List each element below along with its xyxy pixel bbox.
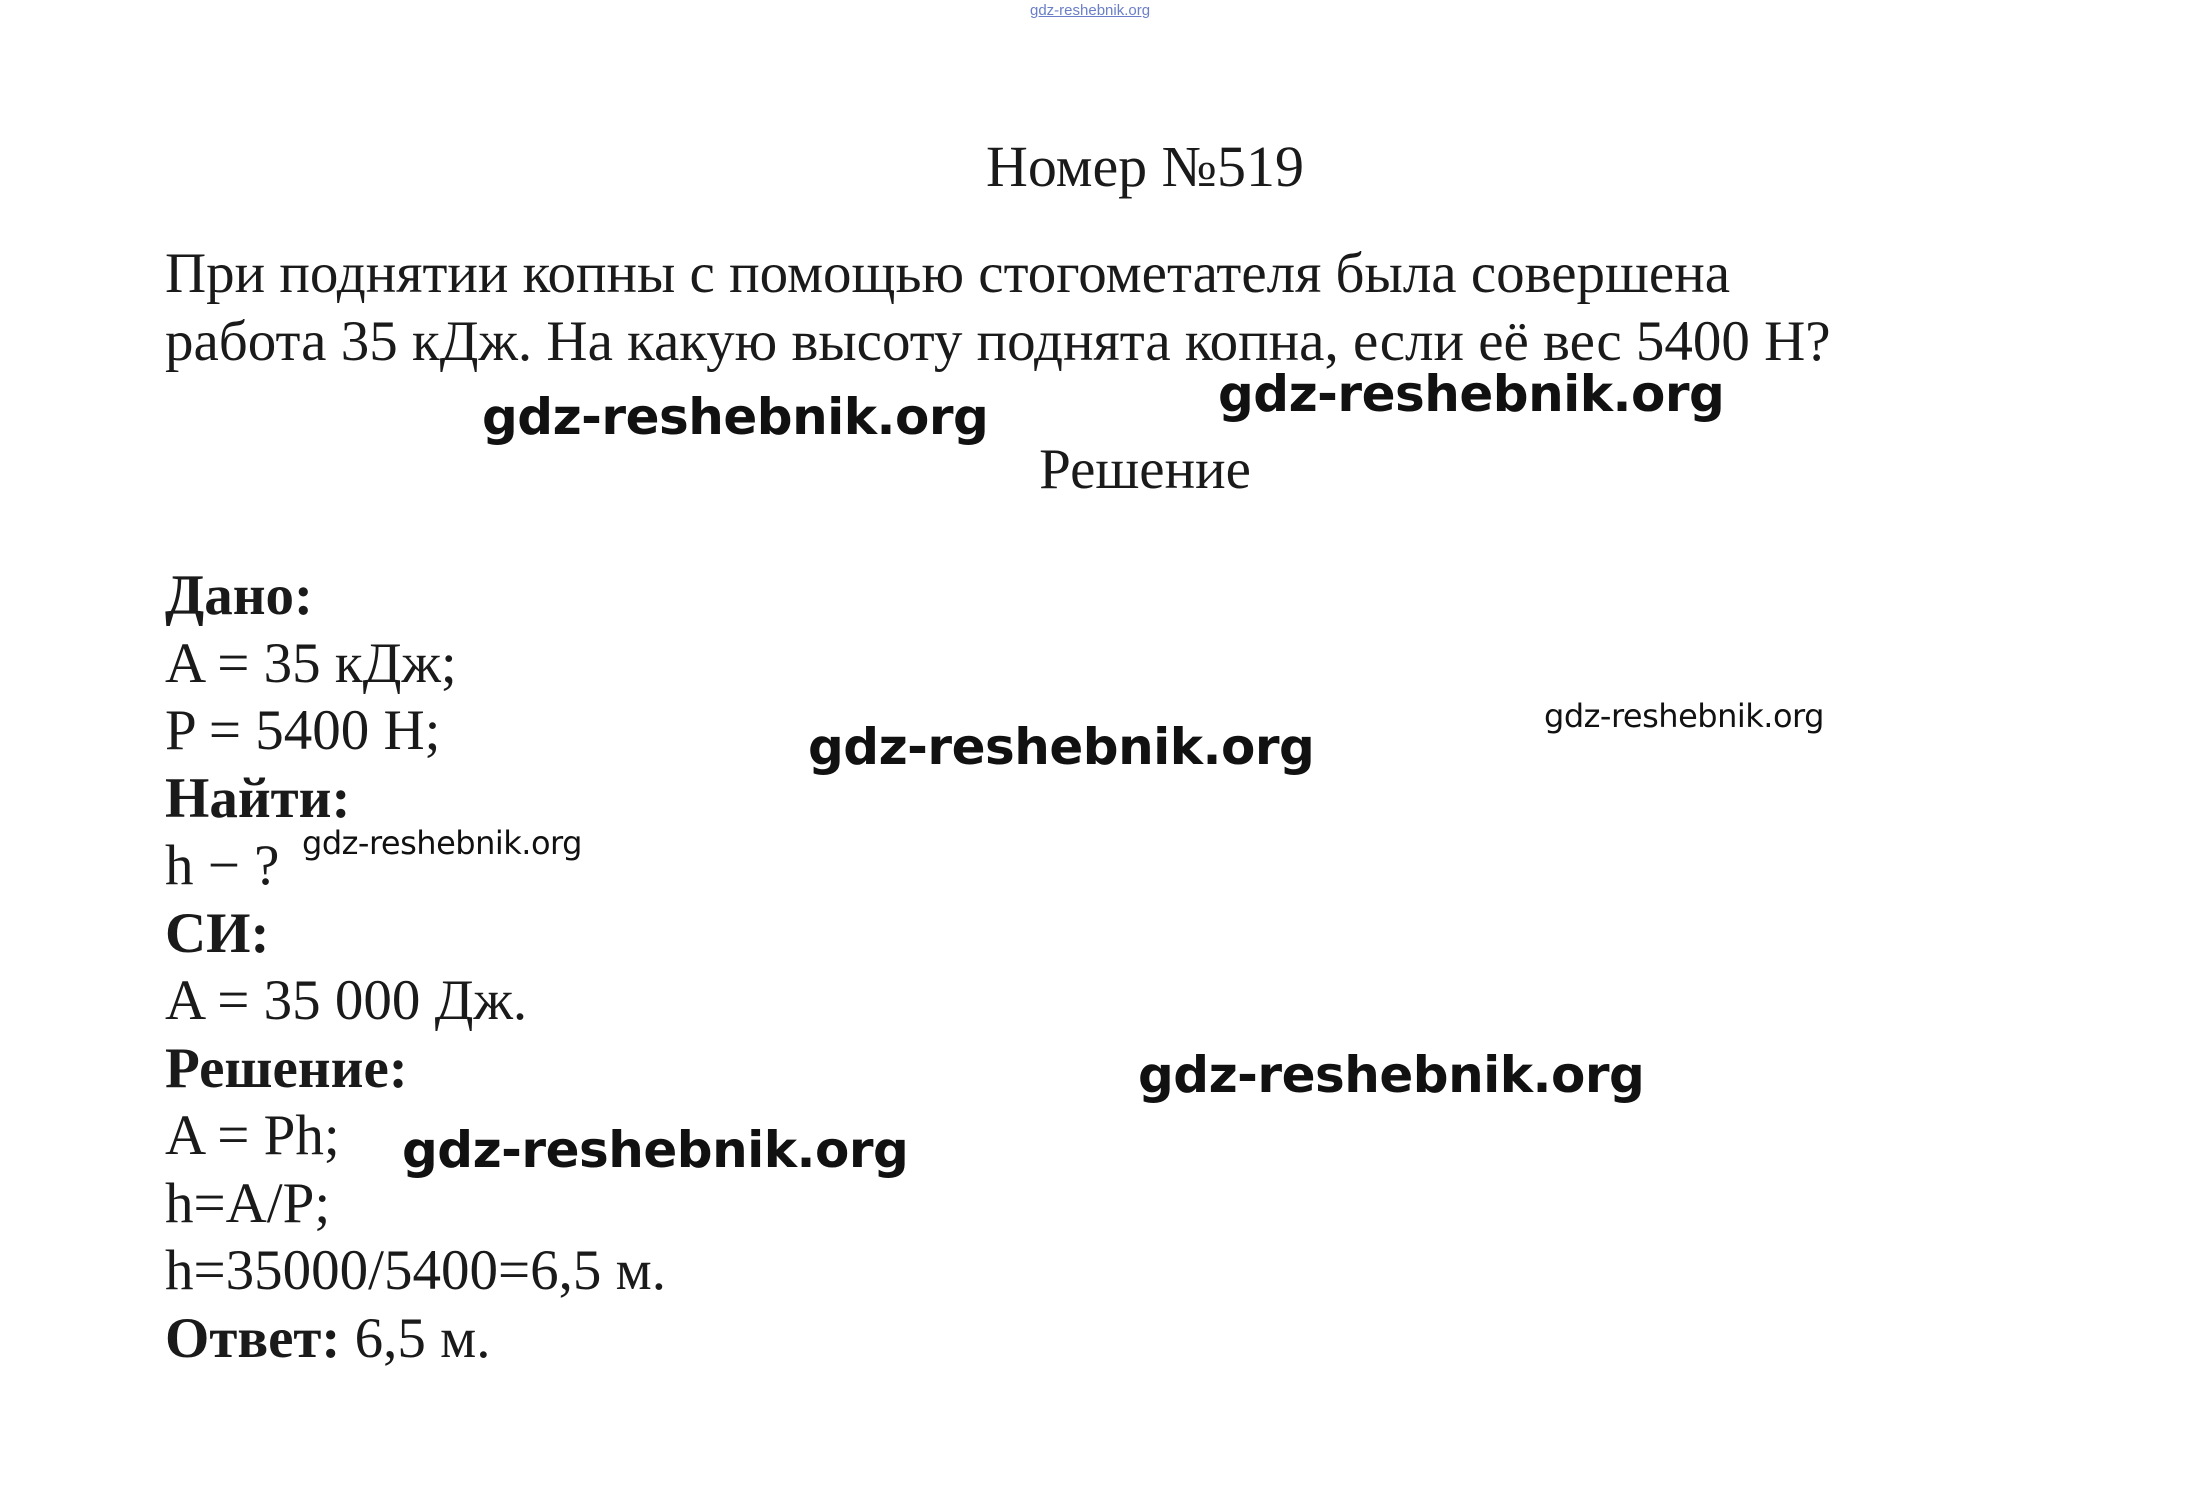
find-line: h − ?: [165, 834, 280, 897]
watermark: gdz-reshebnik.org: [302, 824, 582, 862]
answer-line: [165, 1305, 666, 1373]
problem-line-1: При поднятии копны с помощью стогометателя была совершена: [165, 242, 1730, 305]
answer-value: 6,5 м.: [340, 1306, 491, 1370]
problem-line-2: работа 35 кДж. На какую высоту поднята копна, если её вес 5400 Н?: [165, 310, 1831, 373]
solution-line-2: h=A/P;: [165, 1171, 331, 1235]
watermark: gdz-reshebnik.org: [402, 1121, 909, 1179]
given-line-1: A = 35 кДж;: [165, 631, 457, 695]
solution-heading: Решение: [1039, 438, 1251, 501]
watermark: gdz-reshebnik.org: [1138, 1046, 1645, 1104]
si-line: A = 35 000 Дж.: [165, 969, 528, 1032]
watermark: gdz-reshebnik.org: [1218, 365, 1725, 423]
si-label: СИ:: [165, 901, 270, 965]
answer-label: Ответ:: [165, 1306, 341, 1370]
solution-line-1: A = Ph;: [165, 1104, 340, 1167]
problem-statement: [165, 240, 2065, 376]
given-line-2: P = 5400 Н;: [165, 699, 441, 762]
watermark: gdz-reshebnik.org: [482, 388, 989, 446]
find-label: Найти:: [165, 766, 351, 830]
solution-line-3: h=35000/5400=6,5 м.: [165, 1239, 666, 1302]
watermark: gdz-reshebnik.org: [1544, 697, 1824, 735]
solution-body: [165, 562, 666, 1372]
given-label: Дано:: [165, 564, 314, 627]
top-site-link[interactable]: gdz-reshebnik.org: [1030, 2, 1151, 19]
solution-label: Решение:: [165, 1036, 408, 1100]
watermark: gdz-reshebnik.org: [808, 718, 1315, 776]
page-title: Номер №519: [985, 134, 1305, 199]
